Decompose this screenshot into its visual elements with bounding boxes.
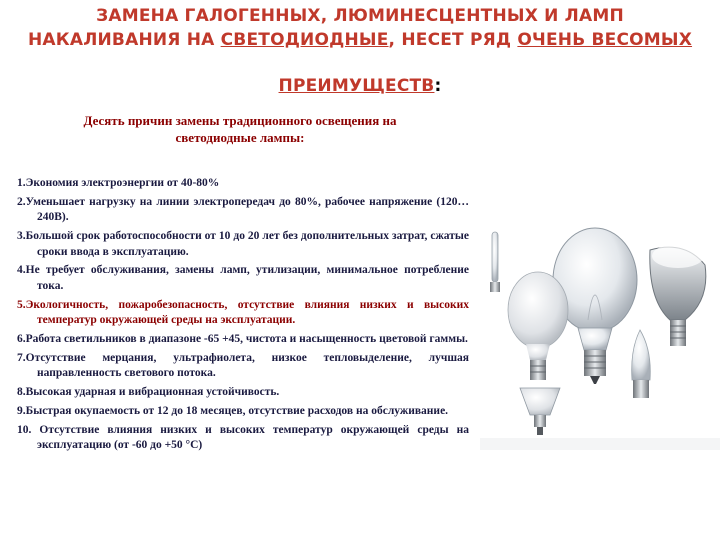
reasons-list	[17, 176, 469, 457]
reason-3: 3.Большой срок работоспособности от 10 до 20 лет без дополнительных затрат, сжатые сроки ввода в эксплуатацию.	[17, 230, 469, 258]
spot-lamp	[520, 388, 560, 435]
title-led-underlined: СВЕТОДИОДНЫЕ	[220, 30, 389, 50]
reason-6: 6.Работа светильников в диапазоне -65 +45, чистота и насыщенность цветовой гаммы.	[17, 332, 468, 345]
reason-2: 2.Уменьшает нагрузку на линии электропередач до 80%, рабочее напряжение (120…240В).	[17, 195, 469, 224]
reason-7: 7.Отсутствие мерцания, ультрафиолета, низкое тепловыделение, лучшая направленность светового потока.	[17, 351, 469, 380]
halogen-tube-lamp	[490, 232, 500, 292]
candle-bulb-lamp	[632, 330, 651, 398]
title-colon: :	[434, 76, 442, 96]
title-line-2-mid: , НЕСЕТ РЯД	[388, 30, 518, 50]
lamps-illustration	[480, 210, 720, 450]
title-line-1: ЗАМЕНА ГАЛОГЕННЫХ, ЛЮМИНЕСЦЕНТНЫХ И ЛАМП	[96, 6, 624, 26]
subtitle-line-2: светодиодные лампы:	[175, 130, 305, 145]
reason-8: 8.Высокая ударная и вибрационная устойчивость.	[17, 386, 280, 399]
frosted-bulb-lamp	[508, 272, 568, 380]
reason-1: 1.Экономия электроэнергии от 40-80%	[17, 177, 220, 189]
floor-reflection	[480, 438, 720, 450]
reason-4: 4.Не требует обслуживания, замены ламп, утилизации, минимальное потребление тока.	[17, 264, 469, 292]
title-line-2-pre: НАКАЛИВАНИЯ НА	[27, 30, 221, 50]
reason-10: 10. Отсутствие влияния низких и высоких температур окружающей среды на эксплуатацию (от -60 до +50 °С)	[17, 423, 469, 452]
title-advantages-underlined: ПРЕИМУЩЕСТВ	[278, 76, 435, 96]
subtitle	[20, 112, 460, 146]
title-line-2	[0, 30, 720, 50]
reason-9: 9.Быстрая окупаемость от 12 до 18 месяцев, отсутствие расходов на обслуживание.	[17, 404, 449, 417]
title-weighty-underlined: ОЧЕНЬ ВЕСОМЫХ	[517, 30, 693, 50]
title-line-3	[0, 76, 720, 96]
reflector-lamp	[650, 244, 706, 346]
subtitle-line-1: Десять причин замены традиционного освещения на	[83, 113, 397, 128]
reason-5: 5.Экологичность, пожаробезопасность, отсутствие влияния низких и высоких температур окружающей среды на эксплуатации.	[17, 298, 469, 327]
